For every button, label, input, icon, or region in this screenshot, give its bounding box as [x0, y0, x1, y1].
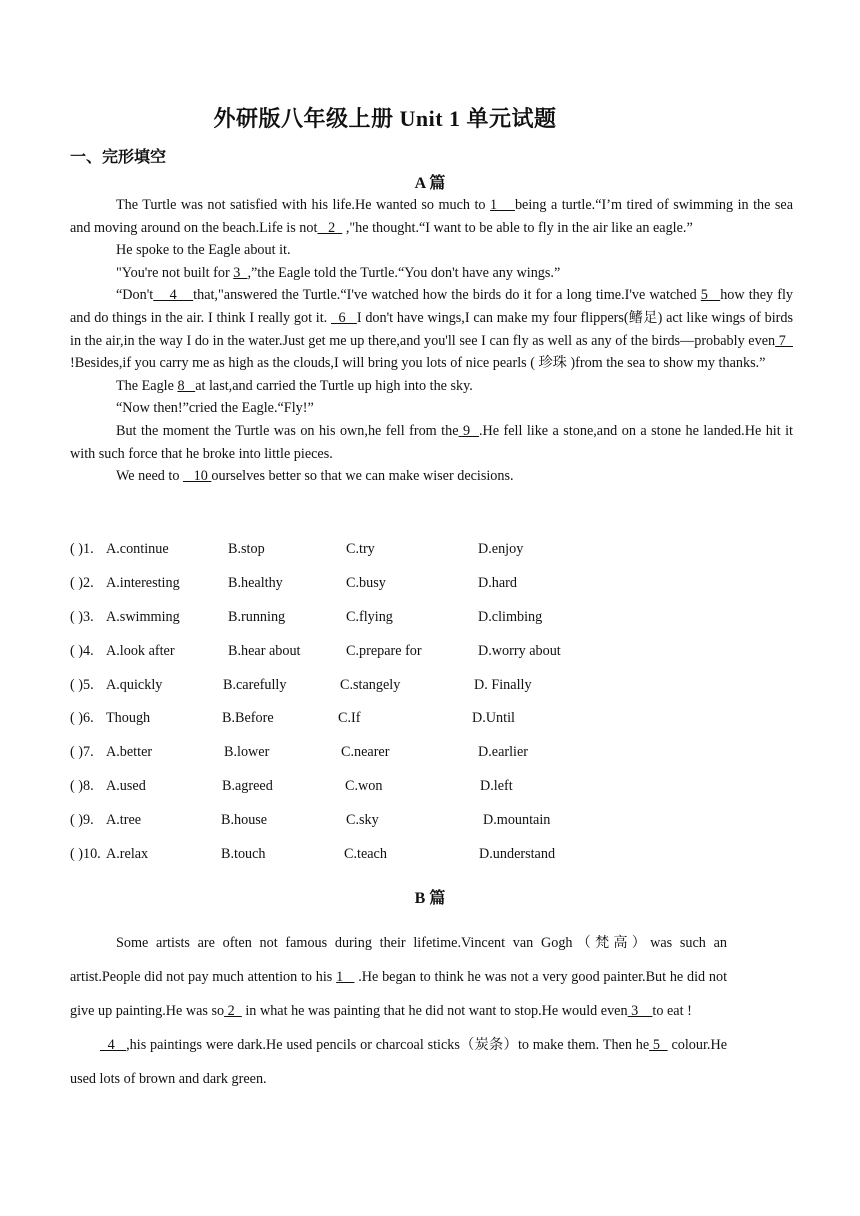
option-c: C.won — [345, 778, 383, 794]
option-a: A.interesting — [106, 575, 180, 591]
option-b: B.carefully — [223, 677, 287, 693]
option-c: C.busy — [346, 575, 386, 591]
answer-blank: 8 — [177, 377, 196, 394]
text-run: to eat ! — [652, 1003, 692, 1019]
option-d: D.enjoy — [478, 541, 524, 557]
question-item — [70, 575, 793, 595]
paragraph — [70, 465, 793, 488]
document-title: 外研版八年级上册 Unit 1 单元试题 — [213, 106, 557, 131]
option-b: B.lower — [224, 744, 270, 760]
question-number: ( )5. — [70, 677, 94, 693]
paragraph — [70, 194, 793, 239]
option-b: B.stop — [228, 541, 265, 557]
answer-blank: 2 — [224, 1003, 242, 1019]
text-run: ,"he thought.“I want to be able to fly in the air like an eagle.” — [342, 219, 693, 236]
question-number: ( )1. — [70, 541, 94, 557]
text-run: ourselves better so that we can make wiser decisions. — [211, 468, 514, 485]
paragraph — [70, 239, 793, 262]
text-run: Some artists are often not famous during their lifetime.Vincent van Gogh（梵高）was such an artist.People did not pay much attention to his — [70, 935, 727, 985]
answer-blank: 9 — [458, 422, 479, 439]
question-number: ( )4. — [70, 643, 94, 659]
option-b: B.Before — [222, 710, 274, 726]
option-d: D.earlier — [478, 744, 529, 760]
answer-blank: 2 — [317, 219, 343, 236]
section-heading: 一、完形填空 — [70, 147, 167, 166]
passage-a-title: A 篇 — [414, 175, 446, 192]
text-run: colour.He used lots of brown and dark green. — [70, 1037, 727, 1087]
text-run: “Now then!”cried the Eagle.“Fly!” — [116, 400, 314, 417]
option-d: D.left — [480, 778, 513, 794]
question-item — [70, 846, 793, 866]
option-c: C.If — [338, 710, 361, 726]
answer-blank: 5 — [649, 1037, 668, 1053]
option-d: D.mountain — [483, 812, 551, 828]
text-run: ,”the Eagle told the Turtle.“You don't have any wings.” — [247, 264, 561, 281]
question-number: ( )10. — [70, 846, 101, 862]
passage-b-title: B 篇 — [414, 890, 446, 907]
answer-blank: 3 — [627, 1003, 653, 1019]
text-run: The Turtle was not satisfied with his life.He wanted so much to — [116, 197, 490, 213]
text-run: being a turtle.“I’m tired of swimming in the sea and moving around on the beach.Life is not — [70, 197, 793, 236]
option-a: A.relax — [106, 846, 149, 862]
answer-blank: 10 — [183, 468, 212, 485]
text-run: "You're not built for — [116, 264, 234, 281]
text-run: He spoke to the Eagle about it. — [116, 242, 291, 259]
option-c: C.sky — [346, 812, 379, 828]
paragraph — [70, 262, 793, 285]
option-b: B.healthy — [228, 575, 283, 591]
answer-blank: 4 — [153, 287, 194, 304]
option-b: B.touch — [221, 846, 266, 862]
answer-blank: 1 — [489, 197, 515, 213]
passage-b-text — [70, 926, 727, 1096]
option-b: B.hear about — [228, 643, 301, 659]
question-item — [70, 609, 793, 629]
text-run: “Don't — [116, 287, 154, 304]
option-b: B.house — [221, 812, 268, 828]
option-a: A.look after — [106, 643, 175, 659]
question-item — [70, 744, 793, 764]
question-item — [70, 541, 793, 561]
option-a: Though — [106, 710, 151, 726]
question-item — [70, 643, 793, 663]
option-a: A.used — [106, 778, 146, 794]
option-c: C.nearer — [341, 744, 390, 760]
option-a: A.better — [106, 744, 153, 760]
option-d: D.worry about — [478, 643, 561, 659]
answer-blank: 4 — [100, 1037, 127, 1053]
text-run: in what he was painting that he did not want to stop.He would even — [241, 1003, 628, 1019]
option-c: C.flying — [346, 609, 393, 625]
text-run: !Besides,if you carry me as high as the clouds,I will bring you lots of nice pearls ( 珍珠 )from the sea to show my thanks.” — [70, 355, 766, 372]
option-a: A.continue — [106, 541, 169, 557]
question-number: ( )6. — [70, 710, 94, 726]
option-d: D.understand — [479, 846, 556, 862]
answer-blank: 6 — [330, 309, 357, 326]
question-number: ( )3. — [70, 609, 94, 625]
question-item — [70, 677, 793, 697]
paragraph — [70, 284, 793, 374]
question-number: ( )9. — [70, 812, 94, 828]
option-d: D.Until — [472, 710, 515, 726]
text-run: how they fly and do things in the air. I think I really got it. — [70, 287, 794, 326]
text-run: We need to — [116, 468, 184, 485]
text-run: I don't have wings,I can make my four flippers(鳍足) act like wings of birds in the air,in the way I do in the water.Just get me up there,and you'll see I can fly as well as any of the birds—probably even — [70, 309, 793, 349]
option-c: C.prepare for — [346, 643, 422, 659]
text-run: that,"answered the Turtle.“I've watched how the birds do it for a long time.I've watched — [193, 287, 701, 304]
option-c: C.teach — [344, 846, 387, 862]
option-d: D.climbing — [478, 609, 543, 625]
paragraph — [70, 1028, 727, 1096]
text-run: The Eagle — [116, 377, 178, 394]
text-run: .He fell like a stone,and on a stone he landed.He hit it with such force that he broke into little pieces. — [70, 422, 793, 462]
answer-blank: 7 — [775, 332, 793, 349]
paragraph — [70, 375, 793, 398]
option-c: C.stangely — [340, 677, 401, 693]
answer-blank: 1 — [336, 969, 355, 985]
option-d: D.hard — [478, 575, 518, 591]
paragraph — [70, 397, 793, 420]
question-number: ( )8. — [70, 778, 94, 794]
question-item — [70, 778, 793, 798]
option-a: A.tree — [106, 812, 142, 828]
answer-blank: 5 — [700, 287, 721, 304]
option-a: A.quickly — [106, 677, 163, 693]
question-number: ( )7. — [70, 744, 94, 760]
answer-blank: 3 — [233, 264, 248, 281]
question-number: ( )2. — [70, 575, 94, 591]
passage-a-text — [70, 194, 793, 488]
option-c: C.try — [346, 541, 375, 557]
text-run: .He began to think he was not a very good painter.But he did not give up painting.He was so — [70, 969, 728, 1019]
option-b: B.running — [228, 609, 286, 625]
question-item — [70, 710, 793, 730]
text-run: at last,and carried the Turtle up high into the sky. — [195, 377, 473, 394]
text-run: But the moment the Turtle was on his own,he fell from the — [116, 422, 459, 439]
option-b: B.agreed — [222, 778, 273, 794]
option-d: D. Finally — [474, 677, 532, 693]
question-item — [70, 812, 793, 832]
option-a: A.swimming — [106, 609, 180, 625]
paragraph — [70, 926, 727, 1028]
text-run: ,his paintings were dark.He used pencils or charcoal sticks（炭条）to make them. Then he — [126, 1037, 650, 1053]
paragraph — [70, 420, 793, 465]
